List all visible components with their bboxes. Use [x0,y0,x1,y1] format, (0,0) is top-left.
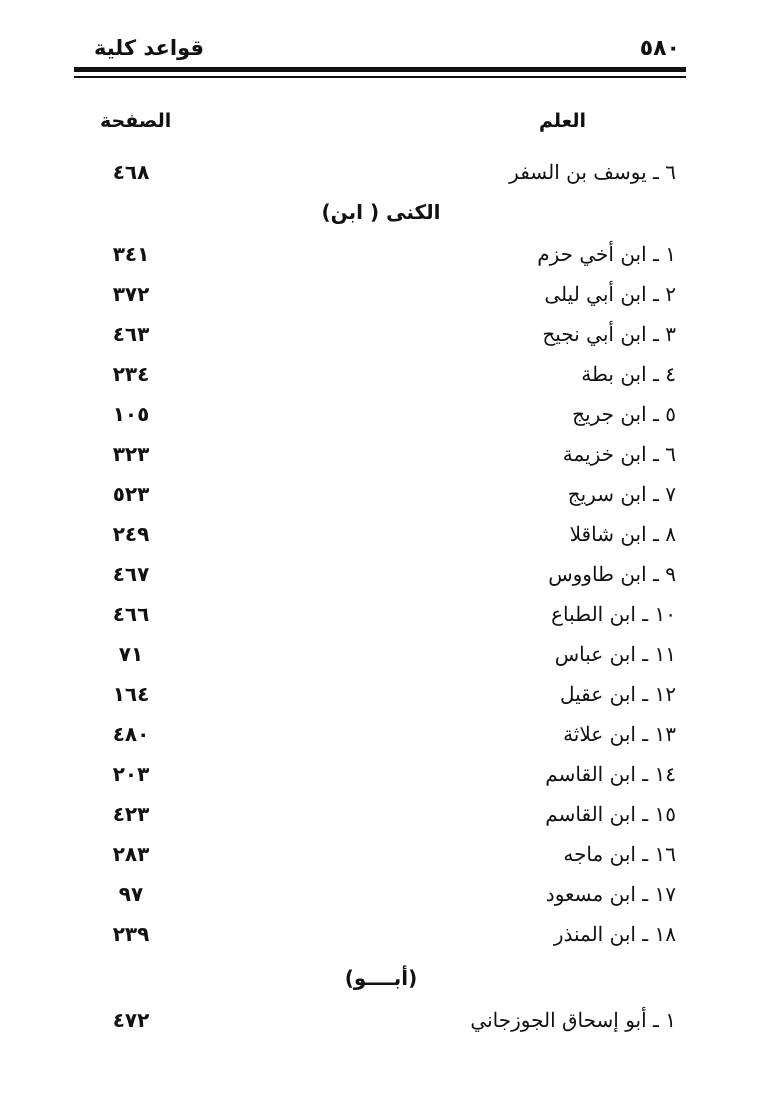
section-heading: الكنى ( ابن) [321,200,441,224]
index-row [0,762,762,798]
entry-page: ٤٦٦ [112,602,150,626]
entry-page: ٢٣٩ [112,922,150,946]
entry-name: ١ ـ ابن أخي حزم [537,242,676,266]
index-row [0,362,762,398]
entry-name: ٧ ـ ابن سريج [567,482,676,506]
entry-name: ١١ ـ ابن عباس [554,642,676,666]
entry-name: ١٣ ـ ابن علاثة [563,722,676,746]
index-row [0,282,762,318]
index-row [0,642,762,678]
entry-page: ٤٦٣ [112,322,150,346]
entry-name: ١٤ ـ ابن القاسم [545,762,676,786]
index-row [0,802,762,838]
entry-page: ٥٢٣ [112,482,150,506]
running-title: قواعد كلية [94,36,204,60]
entry-page: ٣٤١ [112,242,150,266]
entry-name: ٦ ـ ابن خزيمة [562,442,676,466]
entry-page: ١٦٤ [112,682,150,706]
index-row [0,842,762,878]
entry-page: ٢٤٩ [112,522,150,546]
entry-name: ١٥ ـ ابن القاسم [545,802,676,826]
index-row [0,722,762,758]
index-row [0,602,762,638]
entry-page: ٣٢٣ [112,442,150,466]
index-row [0,682,762,718]
index-row [0,402,762,438]
index-row [0,522,762,558]
index-row [0,160,762,196]
index-row [0,922,762,958]
index-row [0,242,762,278]
column-header-name: العلم [538,110,586,132]
index-row [0,1008,762,1044]
entry-page: ٤٦٨ [112,160,150,184]
entry-name: ٨ ـ ابن شاقلا [569,522,676,546]
entry-name: ٢ ـ ابن أبي ليلى [544,282,676,306]
index-row [0,322,762,358]
index-row [0,482,762,518]
index-row [0,562,762,598]
entry-page: ٢٠٣ [112,762,150,786]
entry-page: ١٠٥ [112,402,150,426]
entry-name: ١٨ ـ ابن المنذر [553,922,676,946]
entry-name: ١ ـ أبو إسحاق الجوزجاني [470,1008,676,1032]
page-number: ٥٨٠ [639,36,680,61]
entry-page: ٢٣٤ [112,362,150,386]
index-row [0,882,762,918]
entry-name: ١٦ ـ ابن ماجه [563,842,676,866]
entry-page: ٤٨٠ [112,722,150,746]
entry-name: ١٢ ـ ابن عقيل [560,682,676,706]
entry-name: ٤ ـ ابن بطة [581,362,676,386]
index-row [0,442,762,478]
entry-name: ٥ ـ ابن جريج [572,402,676,426]
section-heading: (أبــــو) [344,966,418,990]
entry-name: ١٠ ـ ابن الطباع [551,602,676,626]
entry-page: ٣٧٢ [112,282,150,306]
entry-name: ٩ ـ ابن طاووس [548,562,676,586]
column-header-page: الصفحة [100,110,172,132]
entry-page: ٧١ [118,642,144,666]
entry-page: ٩٧ [118,882,144,906]
entry-page: ٢٨٣ [112,842,150,866]
entry-page: ٤٦٧ [112,562,150,586]
entry-name: ٦ ـ يوسف بن السفر [509,160,676,184]
entry-page: ٤٧٢ [112,1008,150,1032]
entry-page: ٤٢٣ [112,802,150,826]
entry-name: ٣ ـ ابن أبي نجيح [542,322,676,346]
entry-name: ١٧ ـ ابن مسعود [545,882,676,906]
